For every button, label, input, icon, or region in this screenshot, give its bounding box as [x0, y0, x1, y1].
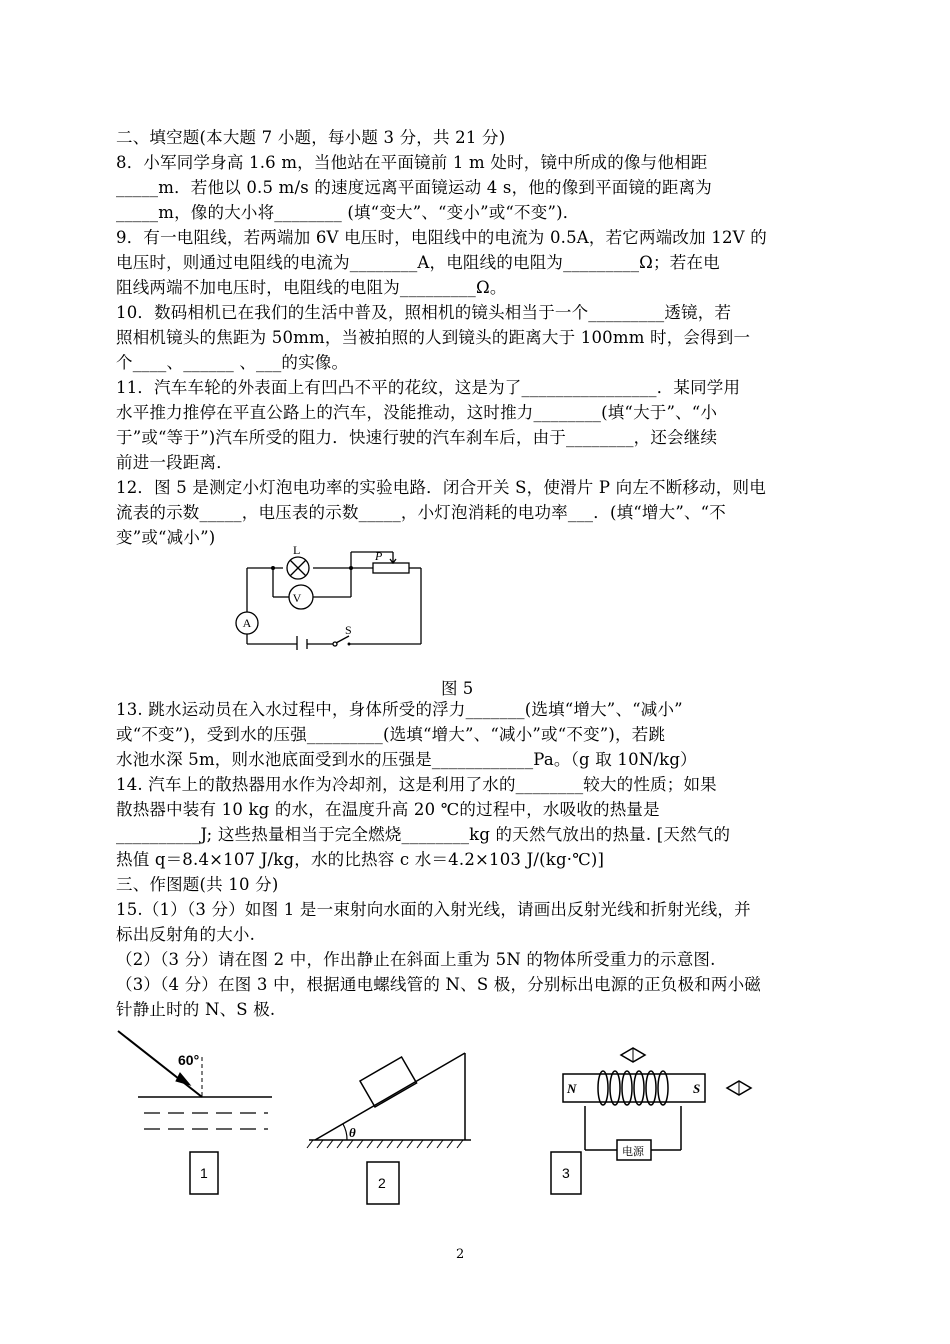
page-number: 2: [456, 1247, 465, 1262]
circuit-diagram-fig5: [225, 540, 430, 650]
switch-label: S: [345, 623, 352, 637]
q14-line-2: 散热器中装有 10 kg 的水，在温度升高 20 ℃的过程中，水吸收的热量是: [116, 800, 660, 819]
fig3-n-pole: N: [567, 1081, 577, 1096]
q15-line-3: （2）（3 分）请在图 2 中，作出静止在斜面上重为 5N 的物体所受重力的示意图.: [116, 950, 716, 969]
q15-line-2: 标出反射角的大小.: [116, 925, 256, 944]
fig2-label: 2: [378, 1175, 386, 1191]
slider-label: P: [375, 549, 383, 563]
q11-line-4: 前进一段距离．: [116, 453, 233, 472]
q8-line-1: 8．小军同学身高 1.6 m，当他站在平面镜前 1 m 处时，镜中所成的像与他相距: [116, 153, 708, 172]
q8-line-3: _____m，像的大小将________ (填“变大”、“变小”或“不变”)．: [116, 203, 580, 222]
q15-line-1: 15.（1）（3 分）如图 1 是一束射向水面的入射光线，请画出反射光线和折射光线，并: [116, 900, 751, 919]
q15-line-4: （3）（4 分）在图 3 中，根据通电螺线管的 N、S 极，分别标出电源的正负极和两小磁: [116, 975, 762, 994]
q13-line-1: 13. 跳水运动员在入水过程中，身体所受的浮力_______(选填“增大”、“减小”: [116, 700, 683, 719]
section-3-title: 三、作图题(共 10 分): [116, 875, 279, 894]
fig2-theta-label: θ: [349, 1125, 356, 1140]
figure-3-solenoid: [545, 1040, 780, 1200]
q13-line-3: 水池水深 5m，则水池底面受到水的压强是____________Pa。（g 取 10N/kg）: [116, 750, 697, 769]
q8-line-2: _____m．若他以 0.5 m/s 的速度远离平面镜运动 4 s，他的像到平面镜的距离为: [116, 178, 712, 197]
section-2-title: 二、填空题(本大题 7 小题，每小题 3 分，共 21 分): [116, 128, 506, 147]
q11-line-3: 于”或“等于”)汽车所受的阻力．快速行驶的汽车刹车后，由于________，还会继续: [116, 428, 718, 447]
q10-line-3: 个____、______ 、___的实像。: [116, 353, 349, 372]
q14-line-4: 热值 q＝8.4×107 J/kg，水的比热容 c 水＝4.2×103 J/(kg·℃)]: [116, 850, 605, 869]
q10-line-1: 10．数码相机已在我们的生活中普及，照相机的镜头相当于一个_________透镜，若: [116, 303, 732, 322]
q12-line-2: 流表的示数_____，电压表的示数_____，小灯泡消耗的电功率___．(填“增大”、“不: [116, 503, 726, 522]
q9-line-1: 9．有一电阻线，若两端加 6V 电压时，电阻线中的电流为 0.5A，若它两端改加 12V 的: [116, 228, 767, 247]
voltmeter-label: V: [292, 591, 302, 605]
fig3-s-pole: S: [693, 1081, 701, 1096]
q10-line-2: 照相机镜头的焦距为 50mm，当被拍照的人到镜头的距离大于 100mm 时，会得到一: [116, 328, 751, 347]
q14-line-1: 14. 汽车上的散热器用水作为冷却剂，这是利用了水的________较大的性质；如果: [116, 775, 717, 794]
q11-line-2: 水平推力推停在平直公路上的汽车，没能推动，这时推力________(填“大于”、“小: [116, 403, 718, 422]
ammeter-label: A: [242, 616, 252, 630]
q13-line-2: 或“不变”)，受到水的压强_________(选填“增大”、“减小”或“不变”)，若跳: [116, 725, 666, 744]
q11-line-1: 11．汽车车轮的外表面上有凹凸不平的花纹，这是为了________________．某同学用: [116, 378, 741, 397]
power-source-label: 电源: [622, 1145, 644, 1158]
q12-line-1: 12．图 5 是测定小灯泡电功率的实验电路．闭合开关 S，使滑片 P 向左不断移动，则电: [116, 478, 766, 497]
fig1-label: 1: [200, 1165, 208, 1181]
fig3-label: 3: [562, 1165, 570, 1181]
q12-line-3: 变”或“减小”): [116, 528, 216, 547]
fig1-angle-label: 60°: [178, 1052, 200, 1068]
fig5-caption: 图 5: [441, 679, 474, 698]
lamp-label: L: [293, 543, 301, 557]
figure-2-incline: [305, 1048, 480, 1208]
figure-1-light-ray: [110, 1025, 290, 1200]
q14-line-3: __________J; 这些热量相当于完全燃烧________kg 的天然气放出的热量. [天然气的: [116, 825, 731, 844]
q15-line-5: 针静止时的 N、S 极.: [116, 1000, 276, 1019]
q9-line-3: 阻线两端不加电压时，电阻线的电阻为_________Ω。: [116, 278, 507, 297]
q9-line-2: 电压时，则通过电阻线的电流为________A，电阻线的电阻为_________Ω；若在电: [116, 253, 720, 272]
